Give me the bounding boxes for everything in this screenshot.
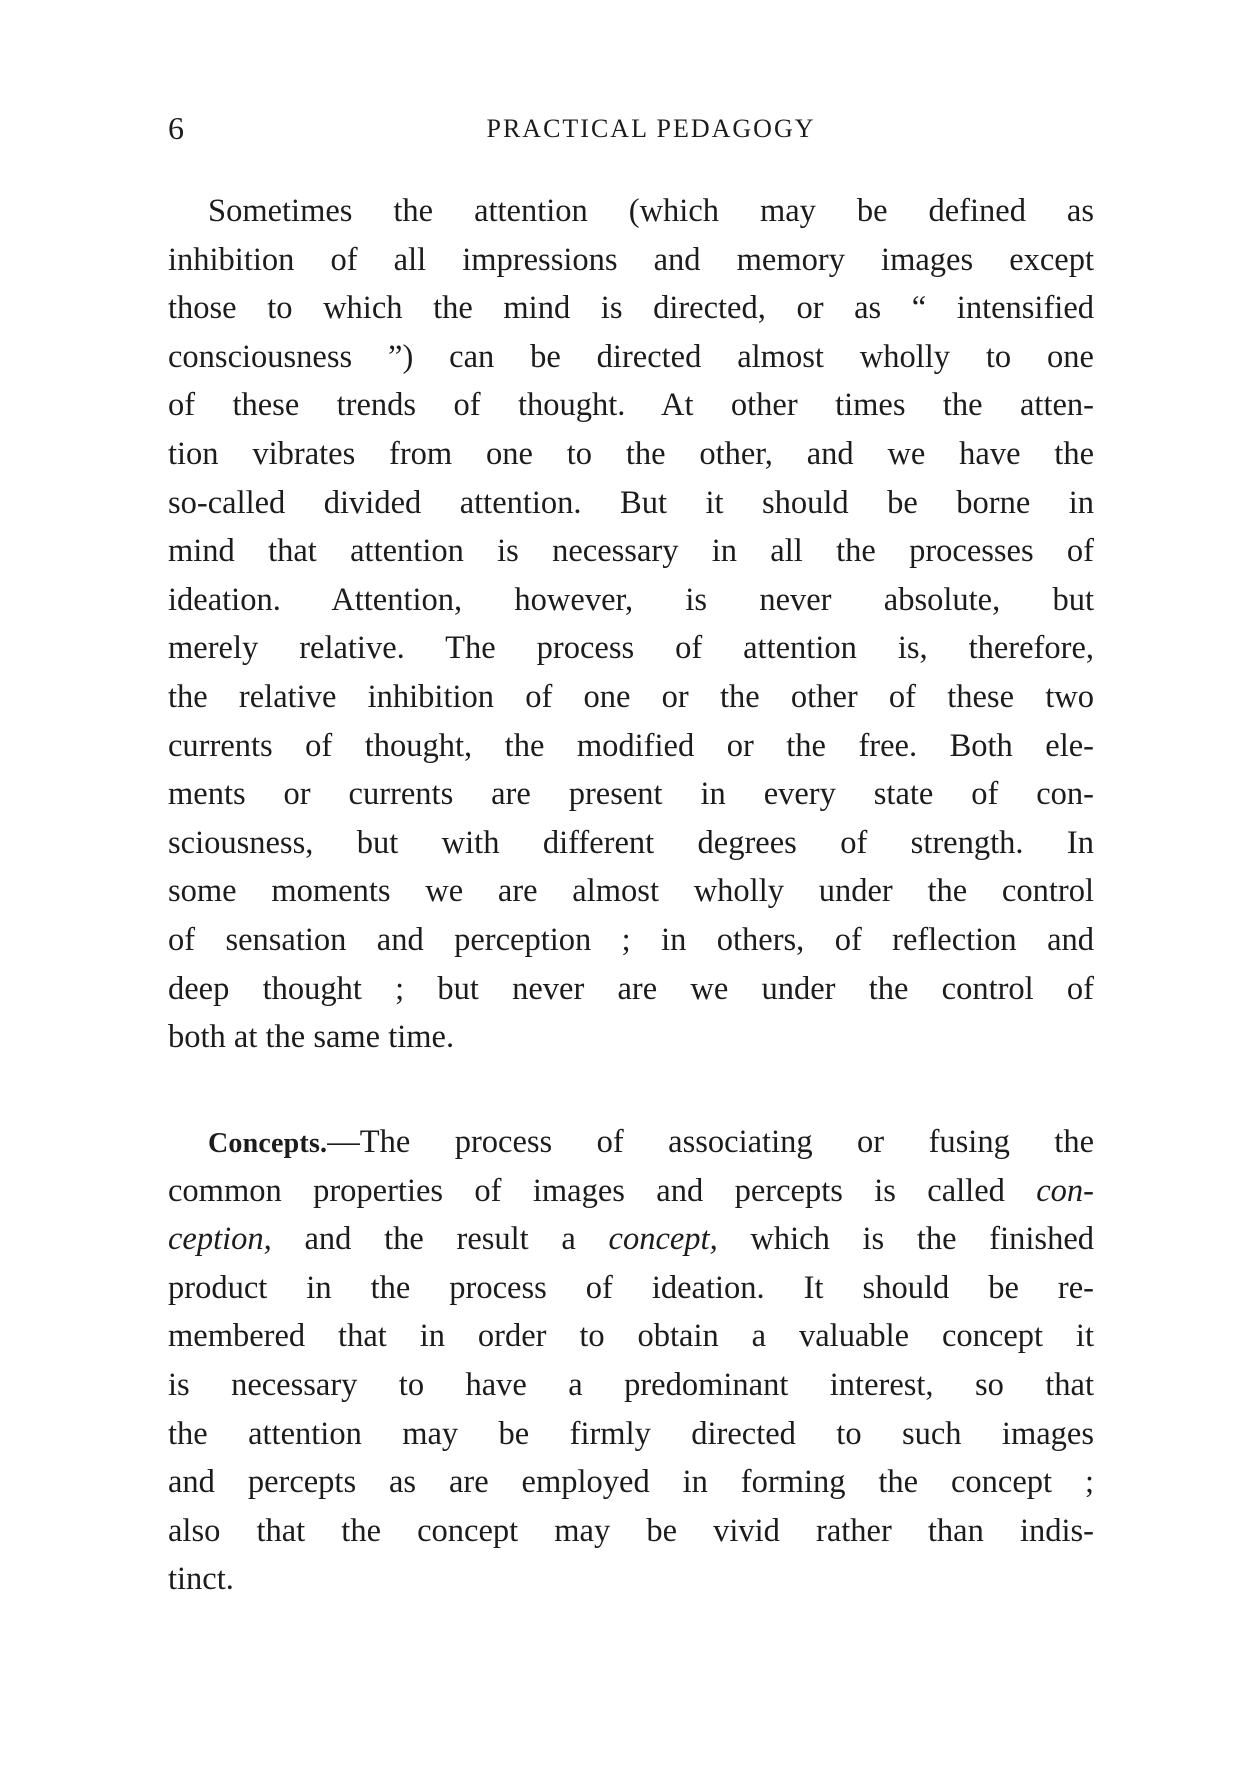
text-line xyxy=(168,1118,1094,1167)
text-line: sciousness, but with different degrees of strength. In xyxy=(168,824,1094,861)
page-number: 6 xyxy=(168,110,184,146)
text-line: ments or currents are present in every state of con- xyxy=(168,776,1094,813)
text-line: some moments we are almost wholly under the control xyxy=(168,873,1094,910)
text-run: common properties of images and percepts is called xyxy=(168,1172,1037,1209)
text-line: inhibition of all impressions and memory images except xyxy=(168,241,1094,278)
text-line: tion vibrates from one to the other, and we have the xyxy=(168,435,1094,472)
text-line: the relative inhibition of one or the other of these two xyxy=(168,678,1094,715)
text-line: currents of thought, the modified or the free. Both ele- xyxy=(168,727,1094,764)
section-heading: Concepts. xyxy=(208,1128,328,1159)
text-line xyxy=(168,1167,1094,1216)
running-title: PRACTICAL PEDAGOGY xyxy=(486,114,816,143)
text-line: and percepts as are employed in forming the concept ; xyxy=(168,1464,1094,1501)
text-run: which is the finished xyxy=(717,1221,1095,1258)
text-line: those to which the mind is directed, or as “ intensified xyxy=(168,290,1094,327)
text-line: tinct. xyxy=(168,1561,234,1598)
italic-term: ception, xyxy=(168,1221,272,1258)
text-line: the attention may be firmly directed to such images xyxy=(168,1415,1094,1452)
text-line: also that the concept may be vivid rather than indis- xyxy=(168,1512,1094,1549)
text-line: both at the same time. xyxy=(168,1019,455,1056)
text-line: mind that attention is necessary in all the processes of xyxy=(168,533,1094,570)
text-line: of sensation and perception ; in others, of reflection and xyxy=(168,921,1094,958)
text-line: deep thought ; but never are we under the control of xyxy=(168,970,1094,1007)
italic-term: concept, xyxy=(608,1221,718,1258)
text-line: Sometimes the attention (which may be defined as xyxy=(208,193,1094,229)
text-line: merely relative. The process of attention is, therefore, xyxy=(168,630,1094,667)
text-line: product in the process of ideation. It should be re- xyxy=(168,1269,1094,1306)
text-line: so-called divided attention. But it should be borne in xyxy=(168,484,1094,521)
text-line: membered that in order to obtain a valuable concept it xyxy=(168,1318,1094,1355)
text-line: consciousness ”) can be directed almost wholly to one xyxy=(168,338,1094,375)
text-run: and the result a xyxy=(271,1221,609,1258)
italic-term: con- xyxy=(1036,1172,1094,1209)
text-line: ideation. Attention, however, is never absolute, but xyxy=(168,581,1094,618)
text-line: of these trends of thought. At other times the atten- xyxy=(168,387,1094,424)
paragraph-attention xyxy=(168,187,1094,1062)
running-head xyxy=(168,108,1094,148)
paragraph-concepts xyxy=(168,1118,1094,1604)
text-run: —The process of associating or fusing the xyxy=(327,1124,1094,1160)
text-line xyxy=(168,1215,1094,1264)
text-line: is necessary to have a predominant interest, so that xyxy=(168,1366,1094,1403)
